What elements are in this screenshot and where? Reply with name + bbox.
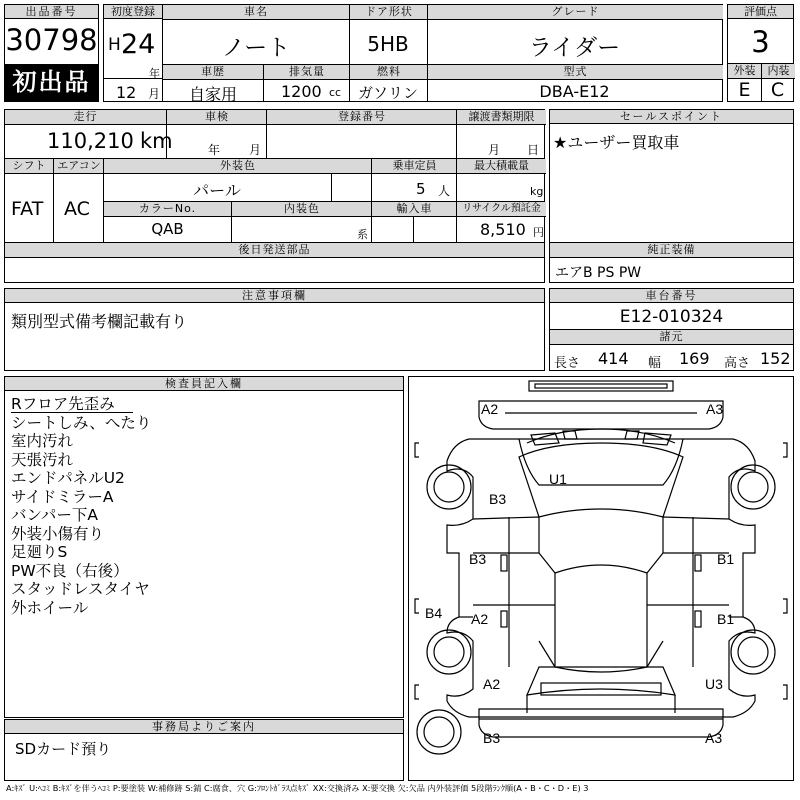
recycle-label: リサイクル預託金 [456, 202, 546, 217]
capacity-label: 乗車定員 [371, 159, 457, 174]
width: 169 [679, 349, 710, 368]
inspection-label: 車検 [166, 110, 267, 125]
fuel: ガソリン [357, 84, 418, 102]
inspection-month-unit: 月 [249, 143, 262, 157]
genuine-equipment-label: 純正装備 [550, 243, 793, 258]
chassis-label: 車台番号 [550, 289, 793, 303]
exterior-label: 外装 [728, 64, 761, 79]
deadline-month-unit: 月 [488, 143, 501, 157]
shift: FAT [11, 198, 44, 220]
damage-mark-left-front-fender: B3 [489, 491, 507, 507]
model-code-label: 型式 [427, 65, 723, 80]
color-no-label: カラーNo. [104, 202, 231, 217]
reg-year: 24 [121, 29, 156, 60]
damage-mark-right-front-door: B1 [717, 551, 735, 567]
grade-label: グレード [427, 5, 723, 20]
height-label: 高さ [724, 356, 751, 371]
inspector-item: PW不良（右後） [11, 561, 129, 580]
model-code: DBA-E12 [539, 82, 610, 101]
door-type-label: ドア形状 [349, 5, 428, 20]
score: 3 [751, 25, 770, 59]
inspector-item: シートしみ、へたり [11, 413, 152, 432]
lot-number-box [4, 4, 99, 102]
damage-mark-right-rear-door: B1 [717, 611, 735, 627]
inspector-item: 天張汚れ [11, 450, 74, 469]
office-box [4, 719, 404, 781]
inspector-item: 外ホイール [11, 598, 89, 617]
recycle-unit: 円 [533, 226, 544, 239]
lot-number: 30798 [5, 23, 98, 57]
door-type: 5HB [367, 32, 409, 56]
displacement-unit: cc [329, 86, 342, 99]
damage-mark-front-left: A2 [481, 401, 499, 417]
first-reg-box [103, 4, 163, 102]
inspector-item: 外装小傷有り [11, 524, 105, 543]
height: 152 [760, 349, 791, 368]
mileage: 110,210 [47, 129, 134, 153]
sales-point-box [549, 109, 794, 283]
inspector-item: サイドミラーA [11, 487, 114, 506]
parts-later-label: 後日発送部品 [5, 243, 544, 258]
aircon-label: エアコン [53, 159, 104, 174]
damage-mark-bonnet: U1 [549, 471, 567, 487]
displacement-label: 排気量 [263, 65, 350, 80]
max-load-label: 最大積載量 [456, 159, 546, 174]
color-no: QAB [151, 220, 184, 238]
car-outline [409, 377, 793, 780]
capacity-unit: 人 [438, 184, 451, 198]
length-label: 長さ [554, 356, 581, 371]
import-label: 輸入車 [371, 202, 457, 217]
deadline-label: 譲渡書類期限 [456, 110, 546, 125]
damage-mark-front-right: A3 [706, 401, 724, 417]
notes-label: 注意事項欄 [5, 289, 544, 303]
int-color-unit: 系 [357, 228, 368, 241]
interior-grade: C [770, 79, 785, 101]
inspector-label: 検査員記入欄 [5, 377, 403, 391]
score-box [727, 4, 794, 102]
inspector-box [4, 376, 404, 718]
chassis-no: E12-010324 [619, 307, 724, 327]
damage-mark-left-front-door: B3 [469, 551, 487, 567]
specs-label: 諸元 [550, 330, 793, 345]
notes-box [4, 288, 545, 371]
chassis-box [549, 288, 794, 371]
inspector-underline [11, 412, 133, 413]
damage-mark-rear-left: A2 [483, 676, 501, 692]
genuine-equipment: エアB PS PW [555, 265, 642, 281]
ext-color-label: 外装色 [103, 159, 372, 174]
width-label: 幅 [648, 356, 662, 371]
legend: A:ｷｽﾞ U:ﾍｺﾐ B:ｷｽﾞを伴うﾍｺﾐ P:要塗装 W:補修跡 S:錆 C:腐食、穴 G:ﾌﾛﾝﾄｶﾞﾗｽ点ｷｽﾞ XX:交換済み X:要交換 欠:欠品 内外装評価 5段階ﾗﾝｸ順(A・B・C・D・E) 3 [6, 783, 589, 793]
inspector-item: 足廻りS [11, 543, 68, 561]
car-info-box [163, 4, 723, 102]
recycle-fee: 8,510 [480, 220, 526, 239]
damage-diagram [408, 376, 794, 781]
aircon: AC [64, 198, 90, 220]
notes-text: 類別型式備考欄記載有り [11, 312, 188, 331]
sales-point-text: ★ユーザー買取車 [553, 133, 680, 152]
damage-mark-rear-right: U3 [705, 676, 723, 692]
inspector-item: 室内汚れ [11, 432, 74, 450]
history: 自家用 [188, 85, 237, 104]
damage-mark-left-rear-wheel: B4 [425, 605, 443, 621]
grade: ライダー [528, 35, 621, 61]
first-reg-label: 初度登録 [104, 5, 162, 19]
car-name-label: 車名 [163, 5, 349, 20]
exterior-grade: E [738, 79, 751, 101]
ext-color: パール [193, 181, 241, 200]
load-unit: kg [530, 185, 544, 198]
interior-label: 内装 [761, 64, 795, 79]
sales-point-label: セールスポイント [550, 110, 793, 124]
office-label: 事務局よりご案内 [5, 720, 403, 734]
deadline-day-unit: 日 [527, 143, 540, 157]
history-label: 車歴 [163, 65, 263, 80]
lot-number-label: 出品番号 [5, 5, 98, 19]
inspector-item: Rフロア先歪み [11, 395, 115, 413]
era: H [108, 35, 121, 55]
damage-mark-bumper-left: B3 [483, 730, 501, 746]
score-label: 評価点 [728, 5, 793, 19]
reg-month: 12 [116, 83, 137, 102]
inspector-list [11, 395, 151, 617]
office-text: SDカード預り [15, 740, 112, 758]
first-auction-badge: 初出品 [5, 64, 98, 101]
inspector-item: バンパー下A [11, 506, 99, 524]
vehicle-details-box [4, 109, 545, 283]
registration-label: 登録番号 [266, 110, 457, 125]
inspector-item: スタッドレスタイヤ [11, 580, 150, 598]
shift-label: シフト [5, 159, 53, 174]
reg-month-unit: 月 [148, 87, 161, 101]
fuel-label: 燃料 [349, 65, 428, 80]
inspector-item: エンドパネルU2 [11, 469, 125, 487]
inspection-year-unit: 年 [208, 143, 221, 157]
damage-mark-bumper-right: A3 [705, 730, 723, 746]
int-color-label: 内装色 [231, 202, 372, 217]
mileage-label: 走行 [5, 110, 166, 125]
mileage-unit: km [140, 129, 173, 153]
car-name: ノート [221, 35, 291, 61]
length: 414 [598, 349, 629, 368]
damage-mark-left-rear-door: A2 [471, 611, 489, 627]
displacement: 1200 [281, 82, 322, 101]
reg-year-unit: 年 [149, 67, 160, 80]
capacity: 5 [416, 180, 426, 198]
